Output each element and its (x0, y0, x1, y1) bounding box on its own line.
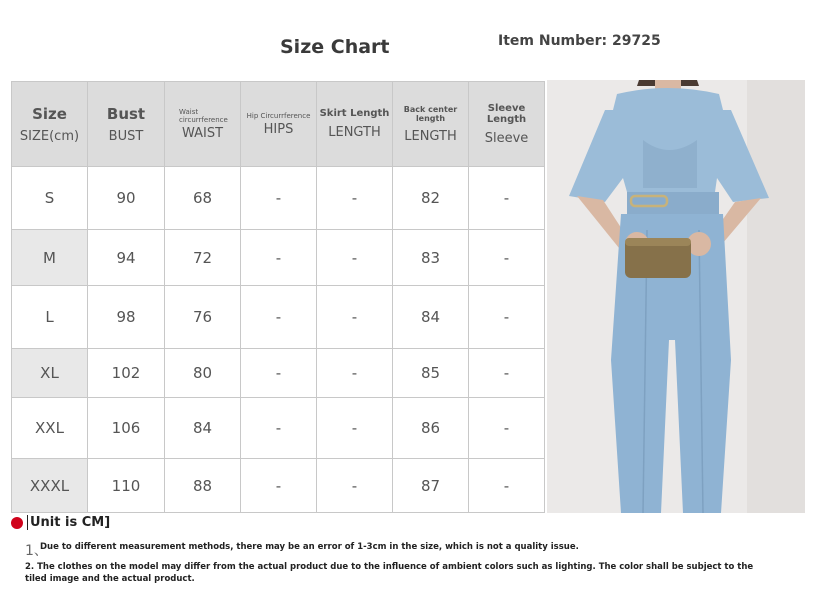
cell-size: XXXL (12, 459, 88, 513)
header-back-sub: LENGTH (404, 128, 457, 144)
header-size-sub: SIZE(cm) (19, 128, 80, 144)
header-waist-label: Waist circurrference (179, 107, 228, 124)
page-title: Size Chart (280, 36, 390, 58)
cell-hips: - (241, 349, 317, 398)
cell-skirt: - (317, 349, 393, 398)
cell-skirt: - (317, 167, 393, 230)
header-hips-label: Hip Circurrference (246, 111, 311, 120)
cell-skirt: - (317, 459, 393, 513)
cell-waist: 88 (165, 459, 241, 513)
header-waist (165, 82, 241, 167)
size-table (11, 81, 545, 513)
cell-waist: 68 (165, 167, 241, 230)
cell-sleeve: - (469, 459, 545, 513)
cell-sleeve: - (469, 230, 545, 286)
cell-sleeve: - (469, 398, 545, 459)
cell-back: 84 (393, 286, 469, 349)
cell-hips: - (241, 167, 317, 230)
cell-hips: - (241, 230, 317, 286)
table-row (12, 286, 545, 349)
cell-size: L (12, 286, 88, 349)
cell-back: 83 (393, 230, 469, 286)
cell-sleeve: - (469, 286, 545, 349)
header-bust (88, 82, 165, 167)
cell-waist: 72 (165, 230, 241, 286)
cell-waist: 84 (165, 398, 241, 459)
cell-skirt: - (317, 230, 393, 286)
cell-bust: 102 (88, 349, 165, 398)
note-1: Due to different measurement methods, there may be an error of 1-3cm in the size, which is not a quality issue. (40, 542, 579, 552)
cell-back: 85 (393, 349, 469, 398)
cell-size: S (12, 167, 88, 230)
cell-bust: 90 (88, 167, 165, 230)
header-skirt-label: Skirt Length (319, 108, 390, 119)
header-skirt-length (317, 82, 393, 167)
cell-waist: 76 (165, 286, 241, 349)
cell-skirt: - (317, 286, 393, 349)
cell-bust: 94 (88, 230, 165, 286)
model-photo-illustration (547, 80, 805, 513)
header-hips (241, 82, 317, 167)
header-size (12, 82, 88, 167)
model-photo (547, 80, 805, 513)
header-sleeve-label: Sleeve Length (486, 102, 527, 125)
cell-skirt: - (317, 398, 393, 459)
unit-bullet-icon (11, 517, 23, 529)
header-waist-sub: WAIST (181, 125, 224, 141)
cell-hips: - (241, 398, 317, 459)
table-row (12, 167, 545, 230)
header-bust-label: Bust (106, 104, 146, 123)
cell-sleeve: - (469, 167, 545, 230)
note-2: 2. The clothes on the model may differ from the actual product due to the influence of ambient colors such as lighting. The color shall be subject to the tiled image and the actual product. (25, 562, 754, 584)
header-size-label: Size (32, 104, 67, 123)
header-sleeve-sub: Sleeve (484, 130, 529, 146)
cell-size: M (12, 230, 88, 286)
cell-back: 86 (393, 398, 469, 459)
header-bust-sub: BUST (108, 128, 144, 144)
cell-size: XXL (12, 398, 88, 459)
cell-sleeve: - (469, 349, 545, 398)
cell-back: 82 (393, 167, 469, 230)
cell-back: 87 (393, 459, 469, 513)
cell-bust: 106 (88, 398, 165, 459)
item-number: Item Number: 29725 (498, 33, 661, 49)
cell-bust: 98 (88, 286, 165, 349)
table-row (12, 230, 545, 286)
table-header-row (12, 82, 545, 167)
header-sleeve-length (469, 82, 545, 167)
cell-size: XL (12, 349, 88, 398)
table-row (12, 459, 545, 513)
cell-waist: 80 (165, 349, 241, 398)
table-row (12, 398, 545, 459)
header-skirt-sub: LENGTH (328, 125, 381, 140)
header-back-label: Back center length (403, 104, 458, 123)
cell-hips: - (241, 286, 317, 349)
note-1-number: 1、 (25, 543, 48, 559)
header-back-center-length (393, 82, 469, 167)
table-row (12, 349, 545, 398)
cell-bust: 110 (88, 459, 165, 513)
header-hips-sub: HIPS (263, 121, 294, 137)
unit-label: Unit is CM] (27, 515, 110, 530)
cell-hips: - (241, 459, 317, 513)
